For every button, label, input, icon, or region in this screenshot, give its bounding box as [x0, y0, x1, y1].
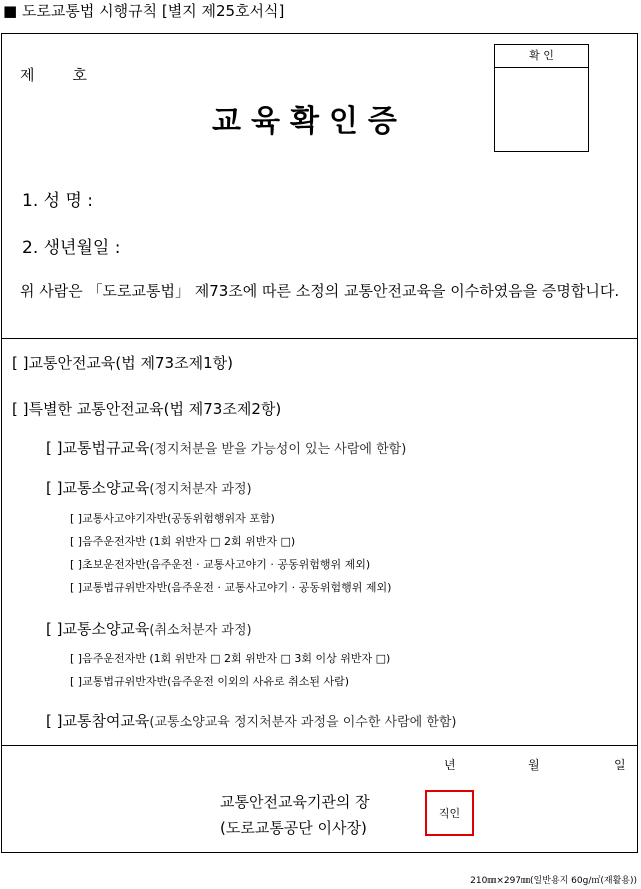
issuing-authority-title: 교통안전교육기관의 장 — [220, 793, 370, 811]
issuing-authority-name: (도로교통공단 이사장) — [220, 819, 367, 837]
sub-option-cancel-law-violator-class: [ ]교통법규위반자반(음주운전 이외의 사유로 취소된 사람) — [70, 675, 350, 688]
option-law-education — [46, 437, 406, 458]
document-title: 교육확인증 — [212, 104, 407, 139]
issuing-authority — [220, 789, 370, 841]
paper-specification: 210㎜×297㎜(일반용지 60g/㎡(재활용)) — [470, 876, 637, 886]
birth-date-field: 2. 생년월일 : — [22, 238, 121, 258]
option-cultivation-suspension — [46, 477, 252, 498]
form-caption: ■ 도로교통법 시행규칙 [별지 제25호서식] — [3, 2, 285, 20]
confirmation-box — [494, 44, 589, 152]
option-participation-education-note: (교통소양교육 정지처분자 과정을 이수한 사람에 한함) — [149, 715, 457, 730]
document-number-suffix: 호 — [72, 66, 87, 84]
option-cultivation-suspension-note: (정지처분자 과정) — [149, 482, 252, 497]
option-law-education-note: (정지처분을 받을 가능성이 있는 사람에 한함) — [149, 442, 407, 457]
name-field: 1. 성 명 : — [22, 191, 94, 211]
certificate-form — [1, 33, 638, 853]
option-general-education: [ ]교통안전교육(법 제73조제1항) — [12, 354, 233, 372]
section-divider — [2, 338, 637, 339]
document-number — [20, 64, 87, 85]
official-seal — [425, 790, 474, 836]
option-law-education-label: [ ]교통법규교육 — [46, 439, 150, 457]
sub-option-novice-driver-class: [ ]초보운전자반(음주운전 · 교통사고야기 · 공동위험행위 제외) — [70, 558, 371, 571]
option-special-education: [ ]특별한 교통안전교육(법 제73조제2항) — [12, 400, 282, 418]
sub-option-law-violator-class: [ ]교통법규위반자반(음주운전 · 교통사고야기 · 공동위험행위 제외) — [70, 581, 392, 594]
section-divider — [2, 745, 637, 746]
confirmation-label: 확 인 — [495, 45, 588, 68]
option-participation-education — [46, 710, 457, 731]
certification-statement: 위 사람은 「도로교통법」 제73조에 따른 소정의 교통안전교육을 이수하였음을 증명합니다. — [20, 282, 620, 300]
option-participation-education-label: [ ]교통참여교육 — [46, 712, 150, 730]
sub-option-accident-class: [ ]교통사고야기자반(공동위험행위자 포함) — [70, 512, 275, 525]
official-seal-label: 직인 — [438, 807, 461, 820]
option-cultivation-suspension-label: [ ]교통소양교육 — [46, 479, 150, 497]
date-month: 월 — [528, 758, 540, 772]
option-cultivation-cancellation-note: (취소처분자 과정) — [149, 623, 252, 638]
document-number-prefix: 제 — [20, 66, 35, 84]
sub-option-cancel-drunk-driving-class: [ ]음주운전자반 (1회 위반자 □ 2회 위반자 □ 3회 이상 위반자 □) — [70, 652, 391, 665]
date-day: 일 — [614, 758, 626, 772]
date-year: 년 — [444, 758, 456, 772]
option-cultivation-cancellation-label: [ ]교통소양교육 — [46, 620, 150, 638]
option-cultivation-cancellation — [46, 618, 252, 639]
sub-option-drunk-driving-class: [ ]음주운전자반 (1회 위반자 □ 2회 위반자 □) — [70, 535, 296, 548]
